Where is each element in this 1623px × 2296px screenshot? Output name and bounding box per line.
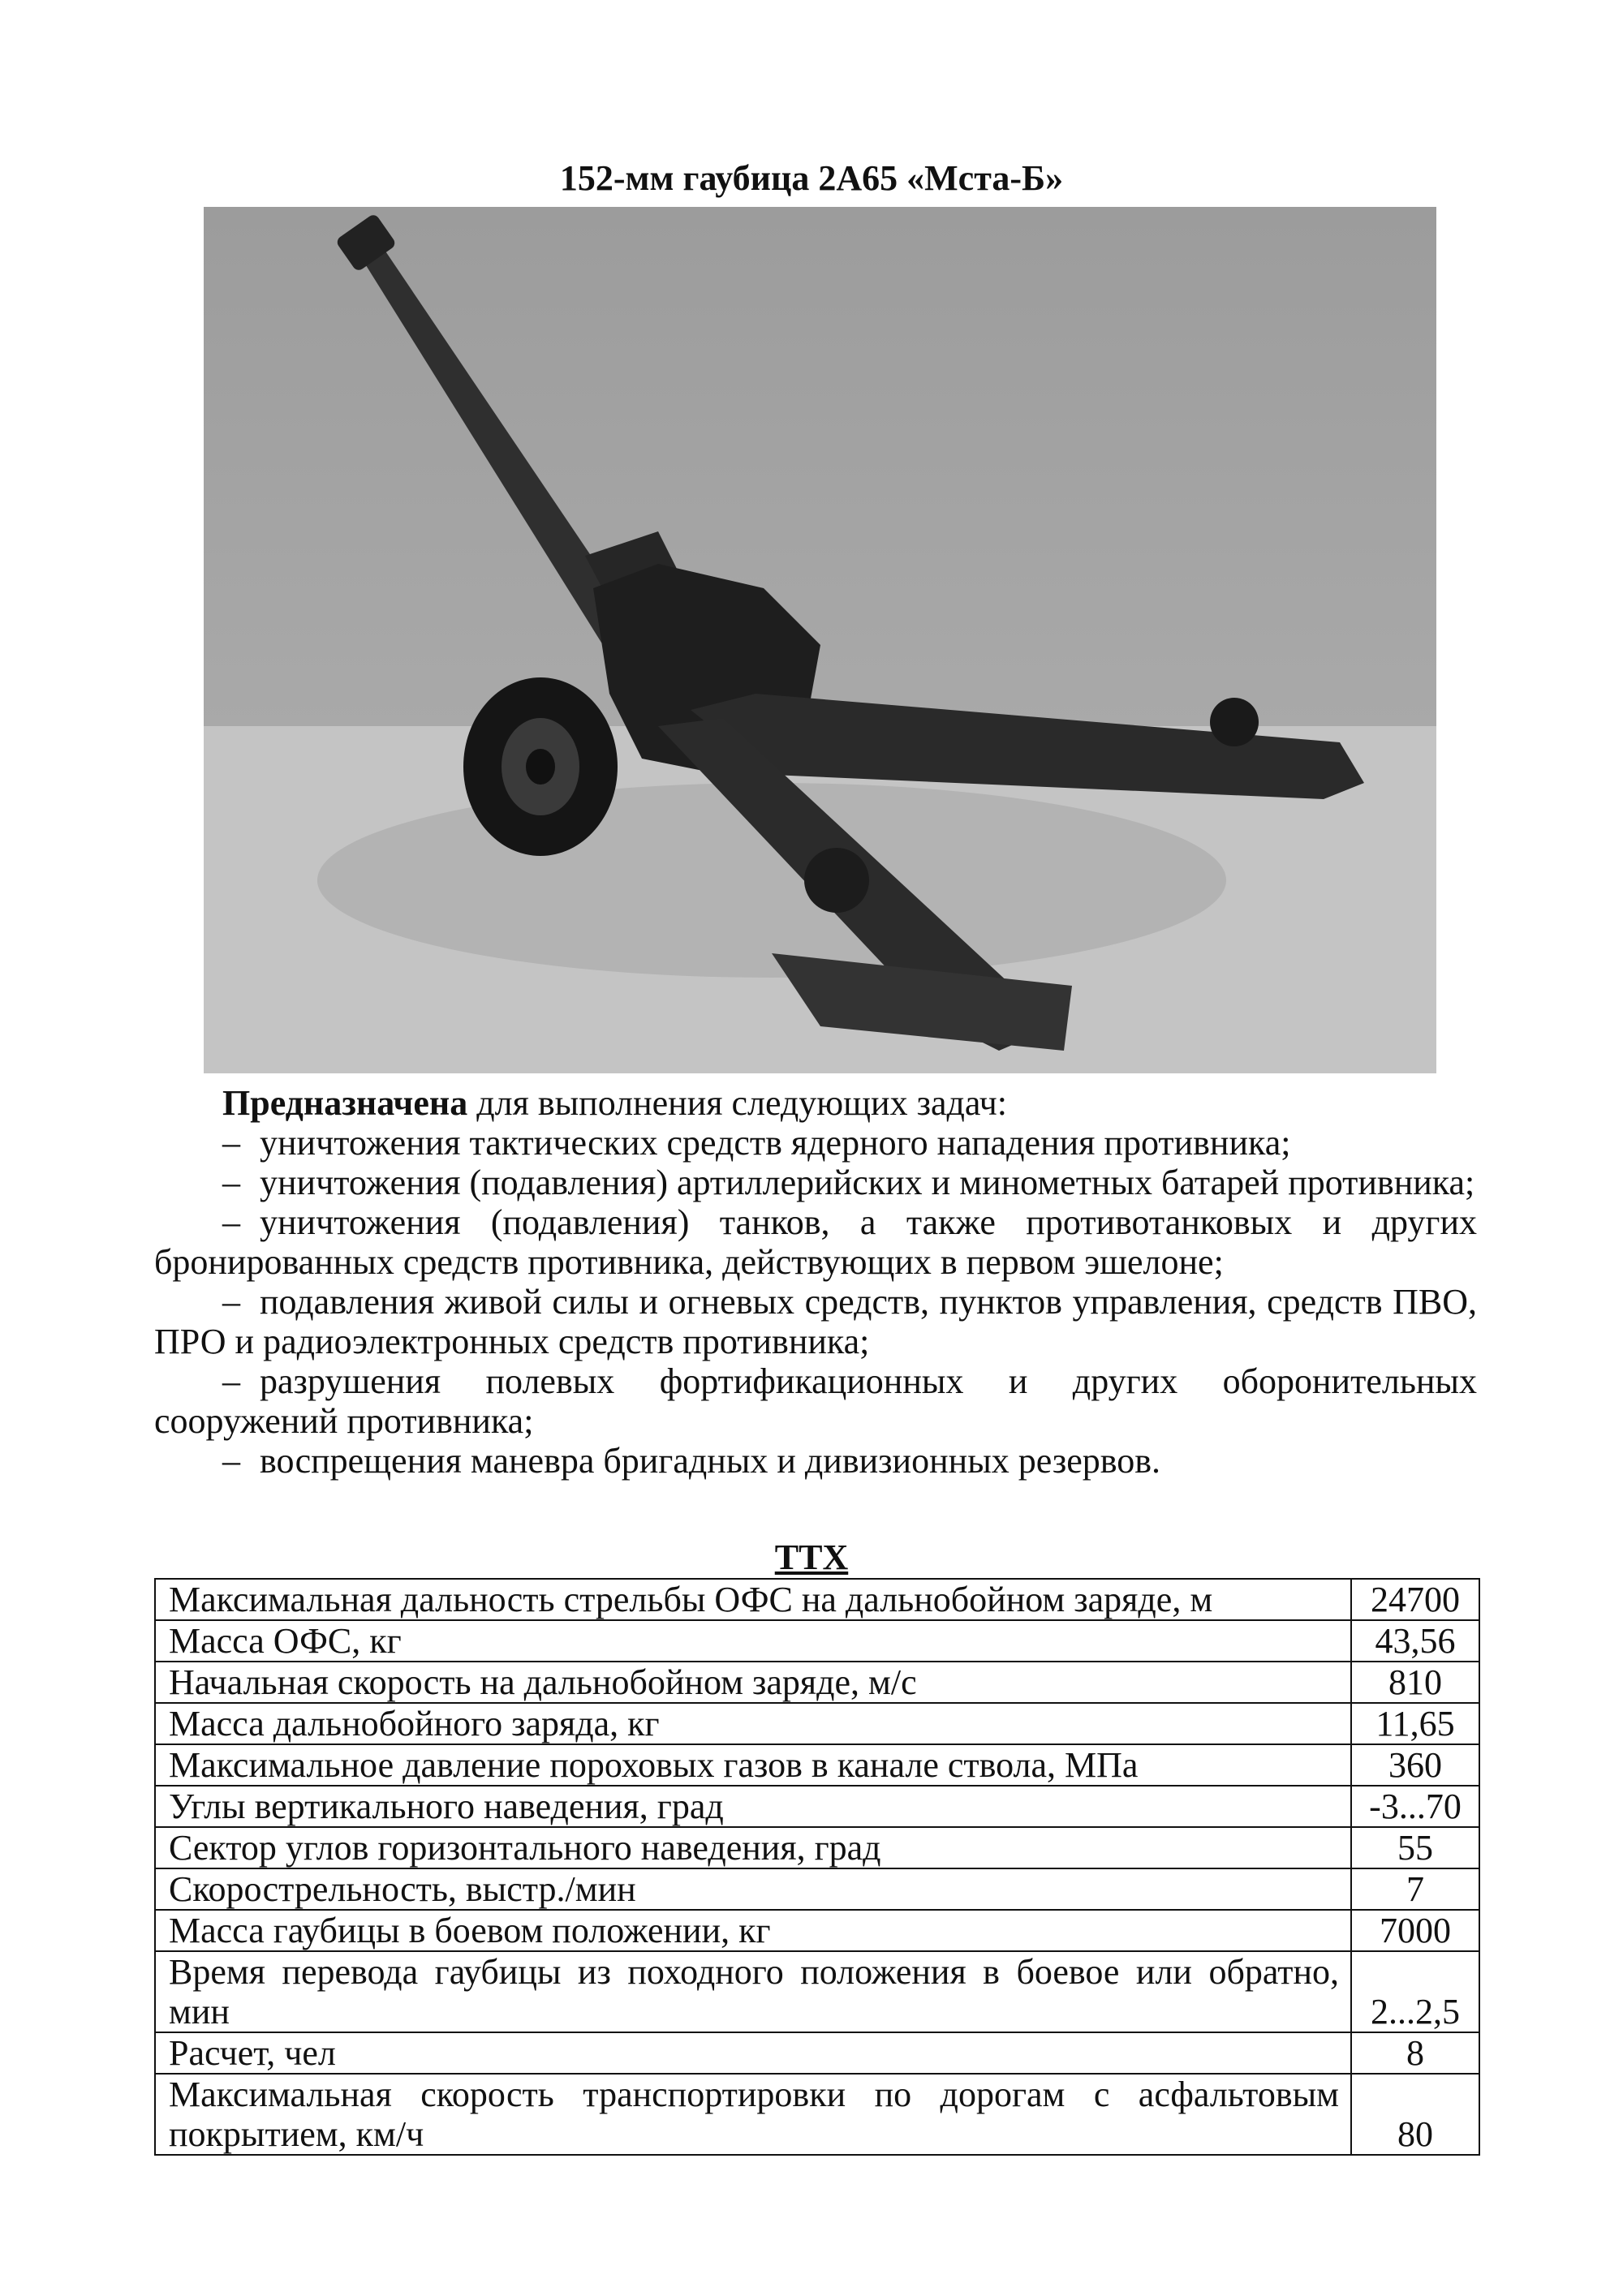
list-item: – уничтожения (подавления) артиллерийских и минометных батарей противника; (222, 1163, 1475, 1202)
list-item: – воспрещения маневра бригадных и дивизионных резервов. (222, 1441, 1160, 1481)
list-item-text: воспрещения маневра бригадных и дивизионных резервов. (260, 1441, 1160, 1481)
table-row (155, 2032, 1479, 2074)
spec-value: 7 (1351, 1868, 1479, 1910)
spec-value: 43,56 (1351, 1620, 1479, 1662)
spec-name: Начальная скорость на дальнобойном заряде, м/с (155, 1662, 1351, 1703)
table-row (155, 2074, 1479, 2155)
spec-value: 810 (1351, 1662, 1479, 1703)
list-item: – уничтожения тактических средств ядерного нападения противника; (222, 1123, 1291, 1163)
specs-table (154, 1578, 1480, 2156)
howitzer-photo (204, 207, 1436, 1073)
list-item-text: разрушения полевых фортификационных и других оборонительных сооружений противника; (154, 1361, 1477, 1441)
list-item: – подавления живой силы и огневых средств, пунктов управления, средств ПВО, ПРО и радиоэлектронных средств противника; (154, 1282, 1477, 1361)
spec-name: Время перевода гаубицы из походного положения в боевое или обратно, мин (155, 1951, 1351, 2032)
spec-value: 24700 (1351, 1579, 1479, 1620)
table-row (155, 1744, 1479, 1786)
ttx-heading: ТТХ (774, 1537, 849, 1577)
table-row (155, 1703, 1479, 1744)
table-row (155, 1868, 1479, 1910)
spec-value: 8 (1351, 2032, 1479, 2074)
list-item: – уничтожения (подавления) танков, а также противотанковых и других бронированных средств противника, действующих в первом эшелоне; (154, 1202, 1477, 1282)
table-row (155, 1910, 1479, 1951)
list-item-text: уничтожения тактических средств ядерного нападения противника; (260, 1123, 1291, 1163)
spec-value: 11,65 (1351, 1703, 1479, 1744)
list-item: – разрушения полевых фортификационных и других оборонительных сооружений противника; (154, 1361, 1477, 1441)
table-row (155, 1662, 1479, 1703)
howitzer-icon (204, 207, 1436, 1073)
spec-value: 360 (1351, 1744, 1479, 1786)
spec-name: Расчет, чел (155, 2032, 1351, 2074)
purpose-lead-rest: для выполнения следующих задач: (467, 1083, 1008, 1123)
list-item-text: подавления живой силы и огневых средств, пунктов управления, средств ПВО, ПРО и радиоэлектронных средств противника; (154, 1282, 1477, 1361)
spec-name: Скорострельность, выстр./мин (155, 1868, 1351, 1910)
spec-name: Масса ОФС, кг (155, 1620, 1351, 1662)
spec-value: 55 (1351, 1827, 1479, 1868)
spec-name: Максимальная скорость транспортировки по дорогам с асфальтовым покрытием, км/ч (155, 2074, 1351, 2155)
spec-name: Углы вертикального наведения, град (155, 1786, 1351, 1827)
spec-value: 80 (1351, 2074, 1479, 2155)
table-row (155, 1827, 1479, 1868)
table-row (155, 1620, 1479, 1662)
spec-name: Масса дальнобойного заряда, кг (155, 1703, 1351, 1744)
list-item-text: уничтожения (подавления) артиллерийских и минометных батарей противника; (260, 1163, 1475, 1202)
spec-value: 7000 (1351, 1910, 1479, 1951)
table-row (155, 1579, 1479, 1620)
spec-value: 2...2,5 (1351, 1951, 1479, 2032)
spec-name: Максимальная дальность стрельбы ОФС на дальнобойном заряде, м (155, 1579, 1351, 1620)
purpose-section (154, 1083, 1477, 1481)
page-title: 152-мм гаубица 2А65 «Мста-Б» (559, 158, 1064, 198)
spec-name: Сектор углов горизонтального наведения, град (155, 1827, 1351, 1868)
spec-name: Масса гаубицы в боевом положении, кг (155, 1910, 1351, 1951)
table-row (155, 1786, 1479, 1827)
purpose-lead-bold: Предназначена (222, 1083, 468, 1123)
spec-value: -3...70 (1351, 1786, 1479, 1827)
purpose-lead (154, 1083, 1477, 1123)
spec-name: Максимальное давление пороховых газов в канале ствола, МПа (155, 1744, 1351, 1786)
list-item-text: уничтожения (подавления) танков, а также противотанковых и других бронированных средств противника, действующих в первом эшелоне; (154, 1202, 1477, 1282)
table-row (155, 1951, 1479, 2032)
